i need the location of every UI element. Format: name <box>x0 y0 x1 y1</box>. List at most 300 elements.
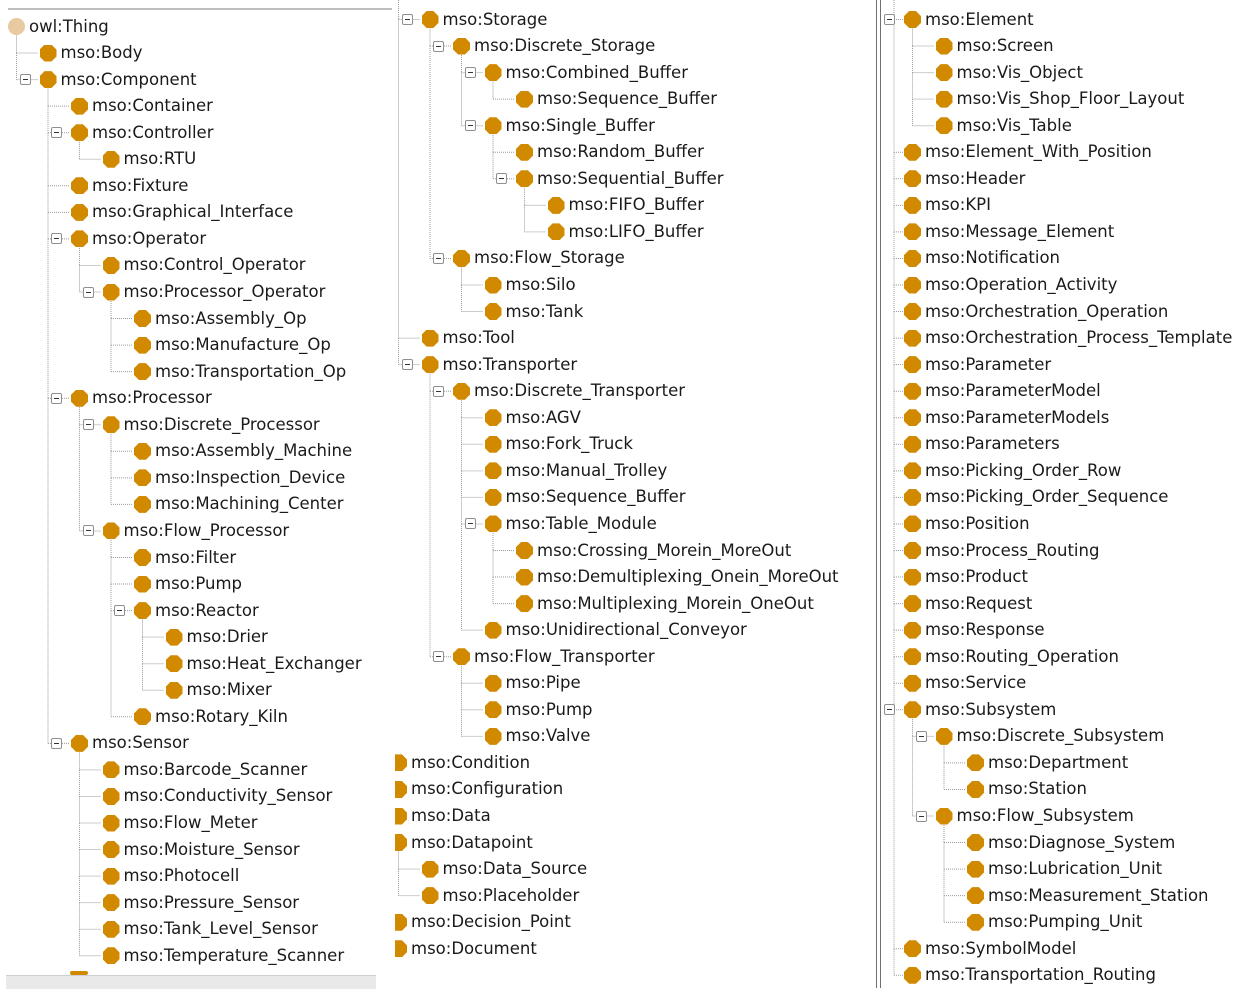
tree-node[interactable] <box>485 459 668 483</box>
class-bullet-icon <box>904 701 921 718</box>
collapse-toggle-icon[interactable] <box>20 74 31 85</box>
class-bullet-icon <box>904 383 921 400</box>
collapse-toggle-icon[interactable] <box>433 41 444 52</box>
tree-node[interactable] <box>40 68 197 92</box>
collapse-toggle-icon[interactable] <box>465 518 476 529</box>
tree-node[interactable] <box>516 167 724 191</box>
tree-node[interactable] <box>134 492 344 516</box>
tree-node-label[interactable]: mso:Sensor <box>92 733 189 753</box>
class-bullet-icon <box>904 489 921 506</box>
tree-node[interactable] <box>904 379 1101 403</box>
tree-node[interactable] <box>40 41 143 65</box>
tree-node-label[interactable]: mso:Discrete_Subsystem <box>956 726 1165 746</box>
tree-node-label[interactable]: mso:Configuration <box>411 779 564 799</box>
tree-node[interactable] <box>904 432 1060 456</box>
tree-node[interactable] <box>516 565 839 589</box>
tree-node-label[interactable]: mso:Picking_Order_Row <box>925 460 1122 480</box>
class-bullet-icon <box>395 834 407 851</box>
tree-node-label[interactable]: mso:Operator <box>92 228 207 248</box>
tree-node-label[interactable]: mso:Unidirectional_Conveyor <box>505 620 747 640</box>
tree-node[interactable] <box>134 307 307 331</box>
tree-node-label[interactable]: mso:Vis_Shop_Floor_Layout <box>956 89 1185 109</box>
class-bullet-icon <box>134 310 151 327</box>
tree-node-label[interactable]: mso:Combined_Buffer <box>505 62 688 82</box>
tree-node[interactable] <box>485 724 591 748</box>
tree-node-label[interactable]: mso:Department <box>988 752 1129 772</box>
tree-node[interactable] <box>904 592 1032 616</box>
tree-node-label[interactable]: mso:Assembly_Op <box>155 308 307 328</box>
tree-node-label[interactable]: mso:Data <box>411 806 491 825</box>
class-bullet-icon <box>103 947 120 964</box>
tree-node-label[interactable]: mso:Temperature_Scanner <box>123 945 345 965</box>
tree-node-label[interactable]: mso:Transporter <box>442 354 578 374</box>
tree-node[interactable] <box>967 777 1087 801</box>
tree-node[interactable] <box>516 140 704 164</box>
class-bullet-icon <box>395 808 407 825</box>
tree-node[interactable] <box>967 751 1128 775</box>
tree-node-label[interactable]: mso:Pump <box>155 574 242 594</box>
tree-node-label[interactable]: mso:LIFO_Buffer <box>568 221 704 241</box>
class-bullet-icon <box>904 462 921 479</box>
tree-node-label[interactable]: mso:SymbolModel <box>925 938 1077 958</box>
class-bullet-icon <box>103 894 120 911</box>
tree-node[interactable] <box>485 273 576 297</box>
class-bullet-icon <box>453 250 470 267</box>
tree-node-label[interactable]: mso:Datapoint <box>411 832 533 852</box>
tree-node-label[interactable]: mso:Document <box>411 938 537 958</box>
collapse-toggle-icon[interactable] <box>51 127 62 138</box>
tree-node[interactable] <box>134 705 288 729</box>
tree-node[interactable] <box>422 8 548 32</box>
tree-node[interactable] <box>103 758 308 782</box>
tree-node-label[interactable]: mso:Fixture <box>92 175 189 195</box>
tree-node-label[interactable]: mso:Orchestration_Operation <box>925 301 1169 321</box>
tree-node[interactable] <box>453 645 655 669</box>
tree-node[interactable] <box>904 326 1232 350</box>
class-bullet-icon <box>453 383 470 400</box>
class-bullet-icon <box>71 390 88 407</box>
class-bullet-icon <box>40 45 57 62</box>
tree-node[interactable] <box>485 618 747 642</box>
tree-node-label[interactable]: mso:FIFO_Buffer <box>568 195 704 215</box>
tree-node-label[interactable]: mso:Screen <box>956 36 1054 56</box>
tree-node[interactable] <box>485 300 584 324</box>
tree-node-label[interactable]: mso:Element_With_Position <box>925 142 1152 162</box>
tree-node[interactable] <box>395 804 491 828</box>
tree-node[interactable] <box>548 220 704 244</box>
tree-node[interactable] <box>485 114 655 138</box>
tree-node[interactable] <box>936 34 1054 58</box>
tree-node[interactable] <box>71 227 206 251</box>
class-bullet-icon <box>395 914 407 931</box>
class-bullet-icon <box>904 542 921 559</box>
tree-node[interactable] <box>103 280 326 304</box>
collapse-toggle-icon[interactable] <box>496 173 507 184</box>
class-bullet-icon <box>904 223 921 240</box>
tree-node[interactable] <box>904 963 1156 987</box>
tree-node[interactable] <box>967 884 1209 908</box>
collapse-toggle-icon[interactable] <box>916 811 927 822</box>
tree-node[interactable] <box>103 864 240 888</box>
tree-node-label[interactable]: mso:Heat_Exchanger <box>186 653 362 673</box>
tree-node[interactable] <box>453 246 625 270</box>
collapse-toggle-icon[interactable] <box>433 651 444 662</box>
class-tree-panel-left[interactable] <box>0 0 395 988</box>
class-bullet-icon <box>904 436 921 453</box>
tree-node[interactable] <box>395 910 571 934</box>
tree-node[interactable] <box>936 61 1083 85</box>
tree-node[interactable] <box>904 485 1168 509</box>
tree-node-label[interactable]: mso:Service <box>925 673 1027 693</box>
tree-node-label[interactable]: mso:Tool <box>442 328 515 348</box>
class-bullet-icon <box>516 170 533 187</box>
tree-node-label[interactable]: mso:Lubrication_Unit <box>988 859 1163 879</box>
collapse-toggle-icon[interactable] <box>51 393 62 404</box>
tree-node[interactable] <box>904 459 1121 483</box>
tree-node-label[interactable]: mso:Operation_Activity <box>925 275 1118 294</box>
collapse-toggle-icon[interactable] <box>433 386 444 397</box>
tree-node[interactable] <box>166 678 272 702</box>
tree-node-label[interactable]: mso:Conductivity_Sensor <box>123 786 333 806</box>
collapse-toggle-icon[interactable] <box>51 233 62 244</box>
tree-node-label[interactable]: mso:Multiplexing_Morein_OneOut <box>537 593 814 613</box>
tree-node[interactable] <box>166 625 268 649</box>
tree-node-label[interactable]: mso:Pressure_Sensor <box>123 892 300 912</box>
tree-node-label[interactable]: mso:Response <box>925 620 1045 640</box>
tree-node[interactable] <box>134 599 259 623</box>
tree-node-label[interactable]: mso:Fork_Truck <box>505 434 633 454</box>
class-bullet-icon <box>103 788 120 805</box>
tree-node-label[interactable]: mso:Component <box>60 69 197 89</box>
tree-node-label[interactable]: mso:Transportation_Op <box>155 361 347 381</box>
tree-node[interactable] <box>904 698 1056 722</box>
tree-node[interactable] <box>71 174 188 198</box>
tree-node-label[interactable]: mso:Reactor <box>155 600 259 620</box>
class-bullet-icon <box>103 841 120 858</box>
tree-node-label[interactable]: mso:Silo <box>505 275 576 294</box>
class-bullet-icon <box>904 595 921 612</box>
class-bullet-icon <box>485 117 502 134</box>
tree-node-label[interactable]: owl:Thing <box>29 16 109 36</box>
class-bullet-icon <box>166 629 183 646</box>
tree-node-label[interactable]: mso:Discrete_Storage <box>474 36 656 56</box>
tree-node-label[interactable]: mso:Position <box>925 513 1030 533</box>
tree-node[interactable] <box>904 618 1045 642</box>
tree-node[interactable] <box>395 751 530 775</box>
tree-node-label[interactable]: mso:Crossing_Morein_MoreOut <box>537 540 792 560</box>
tree-node-label[interactable]: mso:Discrete_Processor <box>123 414 320 434</box>
collapse-toggle-icon[interactable] <box>884 704 895 715</box>
tree-node-label[interactable]: mso:Message_Element <box>925 221 1115 241</box>
tree-node[interactable] <box>103 838 300 862</box>
tree-node[interactable] <box>134 439 352 463</box>
tree-node[interactable] <box>71 200 293 224</box>
tree-node-label[interactable]: mso:Random_Buffer <box>537 142 704 162</box>
tree-node-label[interactable]: mso:Processor <box>92 388 212 408</box>
tree-node[interactable] <box>904 512 1030 536</box>
collapse-toggle-icon[interactable] <box>433 253 444 264</box>
tree-node[interactable] <box>967 831 1175 855</box>
tree-node-label[interactable]: mso:Orchestration_Process_Template <box>925 328 1233 348</box>
tree-node-label[interactable]: mso:Station <box>988 779 1087 799</box>
tree-node[interactable] <box>103 811 258 835</box>
tree-node-label[interactable]: mso:Table_Module <box>505 513 657 533</box>
tree-node-label[interactable]: mso:Header <box>925 168 1026 188</box>
tree-node[interactable] <box>134 466 345 490</box>
tree-node[interactable] <box>967 910 1142 934</box>
tree-node[interactable] <box>134 333 331 357</box>
class-bullet-icon <box>485 462 502 479</box>
tree-node[interactable] <box>453 379 685 403</box>
tree-node-label[interactable]: mso:Parameter <box>925 354 1052 374</box>
tree-node[interactable] <box>134 546 236 570</box>
tree-node-label[interactable]: mso:ParameterModels <box>925 407 1110 427</box>
tree-node-label[interactable]: mso:Drier <box>186 627 268 647</box>
tree-node-label[interactable]: mso:Single_Buffer <box>505 115 655 135</box>
tree-node-label[interactable]: mso:Machining_Center <box>155 494 344 514</box>
class-bullet-icon <box>395 754 407 771</box>
collapse-toggle-icon[interactable] <box>465 120 476 131</box>
tree-node[interactable] <box>395 937 537 961</box>
tree-node-label[interactable]: mso:Vis_Table <box>956 115 1072 135</box>
tree-node[interactable] <box>8 15 109 39</box>
tree-node-label[interactable]: mso:Mixer <box>186 680 272 700</box>
tree-node[interactable] <box>422 326 515 350</box>
tree-node[interactable] <box>904 565 1028 589</box>
collapse-toggle-icon[interactable] <box>402 359 413 370</box>
tree-node[interactable] <box>904 246 1060 270</box>
tree-node-label[interactable]: mso:Rotary_Kiln <box>155 706 288 726</box>
tree-node-label[interactable]: mso:Pumping_Unit <box>988 912 1143 932</box>
tree-node[interactable] <box>134 360 346 384</box>
tree-node[interactable] <box>485 698 593 722</box>
tree-node-label[interactable]: mso:Placeholder <box>442 885 580 905</box>
class-bullet-icon <box>71 735 88 752</box>
tree-node-label[interactable]: mso:Control_Operator <box>123 255 306 275</box>
tree-node-label[interactable]: mso:Flow_Subsystem <box>956 806 1134 825</box>
class-bullet-icon <box>967 887 984 904</box>
tree-node[interactable] <box>395 831 533 855</box>
horizontal-scrollbar[interactable] <box>6 975 376 989</box>
class-bullet-icon <box>904 277 921 294</box>
tree-node[interactable] <box>453 34 655 58</box>
tree-node[interactable] <box>904 671 1026 695</box>
tree-node[interactable] <box>485 406 581 430</box>
class-bullet-icon <box>485 728 502 745</box>
class-bullet-icon <box>134 496 151 513</box>
tree-node-label[interactable]: mso:Vis_Object <box>956 62 1083 82</box>
tree-node-label[interactable]: mso:Assembly_Machine <box>155 441 353 461</box>
tree-node[interactable] <box>548 193 705 217</box>
tree-node[interactable] <box>904 937 1076 961</box>
class-bullet-icon <box>134 443 151 460</box>
tree-node[interactable] <box>422 884 580 908</box>
tree-node-label[interactable]: mso:Notification <box>925 248 1060 268</box>
class-bullet-icon <box>134 708 151 725</box>
tree-node-label[interactable]: mso:Body <box>60 43 143 63</box>
tree-node-label[interactable]: mso:Subsystem <box>925 699 1057 719</box>
collapse-toggle-icon[interactable] <box>465 67 476 78</box>
tree-node-label[interactable]: mso:Photocell <box>123 866 240 886</box>
tree-node-label[interactable]: mso:Flow_Transporter <box>474 646 655 666</box>
class-bullet-icon <box>967 754 984 771</box>
class-bullet-icon <box>904 197 921 214</box>
tree-node-label[interactable]: mso:Manual_Trolley <box>505 460 668 480</box>
tree-node[interactable] <box>904 8 1034 32</box>
tree-node-label[interactable]: mso:Sequence_Buffer <box>505 487 686 507</box>
tree-node-label[interactable]: mso:Sequential_Buffer <box>537 168 724 188</box>
tree-node[interactable] <box>103 917 318 941</box>
tree-node-label[interactable]: mso:Decision_Point <box>411 912 571 932</box>
tree-node[interactable] <box>904 193 991 217</box>
tree-node[interactable] <box>485 432 633 456</box>
tree-node[interactable] <box>395 777 563 801</box>
collapse-toggle-icon[interactable] <box>402 14 413 25</box>
class-bullet-icon <box>485 515 502 532</box>
class-bullet-icon <box>904 303 921 320</box>
tree-node-label[interactable]: mso:Flow_Storage <box>474 248 625 268</box>
tree-node-label[interactable]: mso:Flow_Processor <box>123 520 290 540</box>
collapse-toggle-icon[interactable] <box>83 419 94 430</box>
tree-node-label[interactable]: mso:Process_Routing <box>925 540 1100 560</box>
class-bullet-icon <box>103 868 120 885</box>
class-bullet-icon <box>485 277 502 294</box>
tree-node-label[interactable]: mso:Product <box>925 567 1028 587</box>
tree-node[interactable] <box>904 353 1051 377</box>
collapse-toggle-icon[interactable] <box>916 731 927 742</box>
class-bullet-icon <box>134 363 151 380</box>
tree-node[interactable] <box>904 645 1119 669</box>
tree-node-label[interactable]: mso:Picking_Order_Sequence <box>925 487 1169 507</box>
class-bullet-icon <box>936 728 953 745</box>
class-bullet-icon <box>422 330 439 347</box>
tree-node-label[interactable]: mso:Diagnose_System <box>988 832 1176 852</box>
class-bullet-icon <box>103 815 120 832</box>
tree-node[interactable] <box>71 731 189 755</box>
tree-node[interactable] <box>936 804 1134 828</box>
tree-node[interactable] <box>516 87 717 111</box>
tree-node-label[interactable]: mso:Element <box>925 9 1034 29</box>
tree-node-label[interactable]: mso:RTU <box>123 149 197 169</box>
tree-node[interactable] <box>103 147 197 171</box>
collapse-toggle-icon[interactable] <box>83 525 94 536</box>
tree-node-label[interactable]: mso:Storage <box>442 9 548 29</box>
tree-node[interactable] <box>485 61 688 85</box>
tree-node-label[interactable]: mso:Barcode_Scanner <box>123 759 308 779</box>
class-tree-panel-middle[interactable] <box>395 0 875 988</box>
tree-node-label[interactable]: mso:Discrete_Transporter <box>474 381 686 401</box>
collapse-toggle-icon[interactable] <box>51 738 62 749</box>
tree-node[interactable] <box>936 724 1165 748</box>
tree-node-label[interactable]: mso:Tank <box>505 301 584 321</box>
tree-node-label[interactable]: mso:Request <box>925 593 1033 613</box>
class-bullet-icon <box>40 71 57 88</box>
class-bullet-icon <box>904 409 921 426</box>
tree-node-label[interactable]: mso:Inspection_Device <box>155 467 346 487</box>
tree-node[interactable] <box>485 485 686 509</box>
tree-node-label[interactable]: mso:Condition <box>411 752 531 772</box>
tree-node[interactable] <box>904 300 1168 324</box>
tree-node-label[interactable]: mso:Container <box>92 96 213 116</box>
tree-node[interactable] <box>71 386 212 410</box>
tree-node[interactable] <box>103 253 306 277</box>
tree-node[interactable] <box>904 273 1117 297</box>
tree-node[interactable] <box>904 406 1109 430</box>
tree-node[interactable] <box>936 87 1185 111</box>
tree-node-label[interactable]: mso:Transportation_Routing <box>925 965 1156 985</box>
class-bullet-icon <box>904 330 921 347</box>
tree-node-label[interactable]: mso:ParameterModel <box>925 381 1101 401</box>
tree-node[interactable] <box>166 652 362 676</box>
tree-node-label[interactable]: mso:Parameters <box>925 434 1060 454</box>
tree-node[interactable] <box>103 413 320 437</box>
collapse-toggle-icon[interactable] <box>884 14 895 25</box>
tree-node-label[interactable]: mso:Valve <box>505 726 591 746</box>
tree-node[interactable] <box>422 857 588 881</box>
tree-node[interactable] <box>485 512 657 536</box>
tree-node[interactable] <box>967 857 1162 881</box>
class-bullet-icon <box>904 675 921 692</box>
tree-node[interactable] <box>904 220 1114 244</box>
tree-node[interactable] <box>71 94 213 118</box>
tree-node[interactable] <box>422 353 578 377</box>
tree-node-label[interactable]: mso:Processor_Operator <box>123 282 326 301</box>
class-bullet-icon <box>103 284 120 301</box>
tree-node-label[interactable]: mso:AGV <box>505 407 581 427</box>
tree-node-label[interactable]: mso:Manufacture_Op <box>155 335 331 355</box>
tree-node[interactable] <box>485 671 581 695</box>
class-bullet-icon <box>103 416 120 433</box>
tree-node-label[interactable]: mso:Graphical_Interface <box>92 202 294 222</box>
tree-node-label[interactable]: mso:Filter <box>155 547 237 567</box>
tree-node[interactable] <box>904 167 1025 191</box>
tree-node-label[interactable]: mso:Pump <box>505 699 593 719</box>
tree-node-label[interactable]: mso:Pipe <box>505 673 581 693</box>
class-bullet-icon <box>516 144 533 161</box>
tree-node-label[interactable]: mso:KPI <box>925 195 991 215</box>
tree-node[interactable] <box>904 539 1099 563</box>
collapse-toggle-icon[interactable] <box>114 605 125 616</box>
class-bullet-icon <box>936 808 953 825</box>
tree-node-label[interactable]: mso:Tank_Level_Sensor <box>123 919 318 939</box>
partially-hidden-class-bullet-icon <box>70 971 88 975</box>
owl-thing-icon <box>8 18 25 35</box>
tree-node-label[interactable]: mso:Measurement_Station <box>988 885 1209 905</box>
tree-node[interactable] <box>103 944 345 968</box>
tree-node-label[interactable]: mso:Flow_Meter <box>123 813 258 832</box>
tree-node-label[interactable]: mso:Data_Source <box>442 859 588 879</box>
tree-node[interactable] <box>904 140 1152 164</box>
tree-node-label[interactable]: mso:Routing_Operation <box>925 646 1119 666</box>
class-tree-panel-right[interactable] <box>882 0 1248 988</box>
tree-node-label[interactable]: mso:Demultiplexing_Onein_MoreOut <box>537 567 839 587</box>
tree-node[interactable] <box>103 891 300 915</box>
tree-node[interactable] <box>71 121 214 145</box>
tree-node[interactable] <box>516 539 791 563</box>
tree-node-label[interactable]: mso:Moisture_Sensor <box>123 839 300 859</box>
class-bullet-icon <box>904 11 921 28</box>
tree-node[interactable] <box>103 519 290 543</box>
tree-node-label[interactable]: mso:Sequence_Buffer <box>537 89 718 109</box>
class-bullet-icon <box>103 522 120 539</box>
tree-node-label[interactable]: mso:Controller <box>92 122 214 142</box>
class-bullet-icon <box>516 595 533 612</box>
tree-node[interactable] <box>134 572 242 596</box>
tree-node[interactable] <box>103 784 333 808</box>
tree-node[interactable] <box>516 592 814 616</box>
collapse-toggle-icon[interactable] <box>83 287 94 298</box>
tree-node[interactable] <box>936 114 1072 138</box>
